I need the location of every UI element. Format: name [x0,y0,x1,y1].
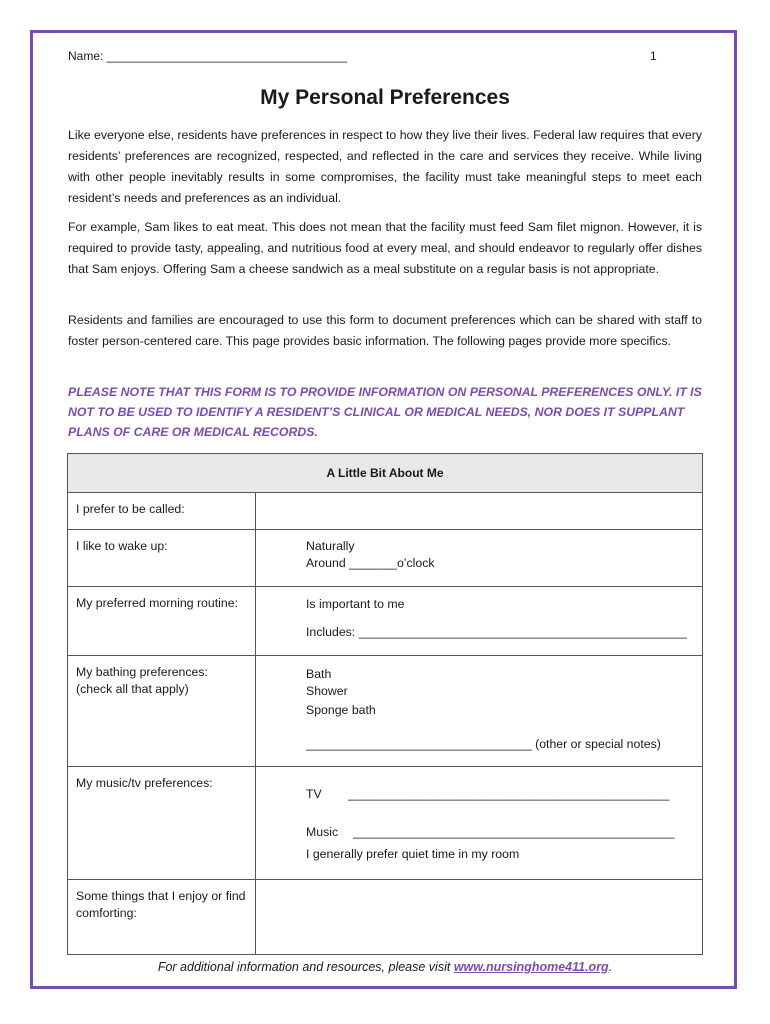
table-heading: A Little Bit About Me [68,454,703,493]
called-label: I prefer to be called: [68,493,256,530]
called-field[interactable] [256,493,703,530]
bathing-option-sponge-bath[interactable]: Sponge bath [306,703,376,717]
music-notes-field[interactable]: _______________________________________________ [353,825,675,839]
example-paragraph: For example, Sam likes to eat meat. This does not mean that the facility must feed Sam filet mignon. However, it is required to provide tasty, appealing, and nutritious food at every meal, and should endeavor to regularly offer dishes that Sam enjoys. Offering Sam a cheese sandwich as a meal substitute on a regular basis is not appropriate. [68,220,702,276]
encourage-paragraph: Residents and families are encouraged to use this form to document preferences which can be shared with staff to foster person-centered care. This page provides basic information. The following pages provide more specifics. [68,313,702,348]
music-options [256,767,703,880]
intro-paragraph: Like everyone else, residents have preferences in respect to how they live their lives. Federal law requires that every residents’ preferences are recognized, respected, and reflected in the care and services they receive. While living with other people inevitably results in some compromises, the facility must take meaningful steps to meet each resident’s needs and preferences as an individual. [68,128,702,205]
footer-text: For additional information and resources, please visit [157,960,451,974]
morning-includes-field[interactable]: Includes: ________________________________________________ [306,625,687,639]
footer-period: . [608,960,613,974]
tv-notes-field[interactable]: _______________________________________________ [348,787,670,801]
notice-text: PLEASE NOTE THAT THIS FORM IS TO PROVIDE INFORMATION ON PERSONAL PREFERENCES ONLY. IT IS NOT TO BE USED TO IDENTIFY A RESIDENT’S CLINICAL OR MEDICAL NEEDS, NOR DOES IT SUPPLANT PLANS OF CARE OR MEDICAL RECORDS. [68,385,702,439]
bathing-notes-field[interactable]: _________________________________ (other or special notes) [306,737,661,751]
page-title: My Personal Preferences [260,86,510,109]
about-me-table [67,453,703,955]
wake-option-naturally[interactable]: Naturally [306,539,355,553]
morning-options [256,587,703,656]
bathing-label: My bathing preferences: (check all that apply) [68,656,256,767]
wake-option-around[interactable]: Around _______o’clock [306,556,435,570]
bathing-option-shower[interactable]: Shower [306,684,348,698]
morning-option-important[interactable]: Is important to me [306,597,405,611]
page-number: 1 [650,49,657,63]
music-option-quiet-time[interactable]: I generally prefer quiet time in my room [306,847,520,861]
comfort-field[interactable] [256,880,703,955]
wake-label: I like to wake up: [68,530,256,587]
comfort-label: Some things that I enjoy or find comforting: [68,880,256,955]
wake-options [256,530,703,587]
morning-label: My preferred morning routine: [68,587,256,656]
music-option-tv[interactable]: TV [306,787,322,801]
music-label: My music/tv preferences: [68,767,256,880]
website-link[interactable]: www.nursinghome411.org [453,960,609,974]
bathing-option-bath[interactable]: Bath [306,667,332,681]
bathing-options [256,656,703,767]
music-option-music[interactable]: Music [306,825,339,839]
name-field-label: Name: ____________________________________ [68,49,347,63]
footer [0,960,770,974]
